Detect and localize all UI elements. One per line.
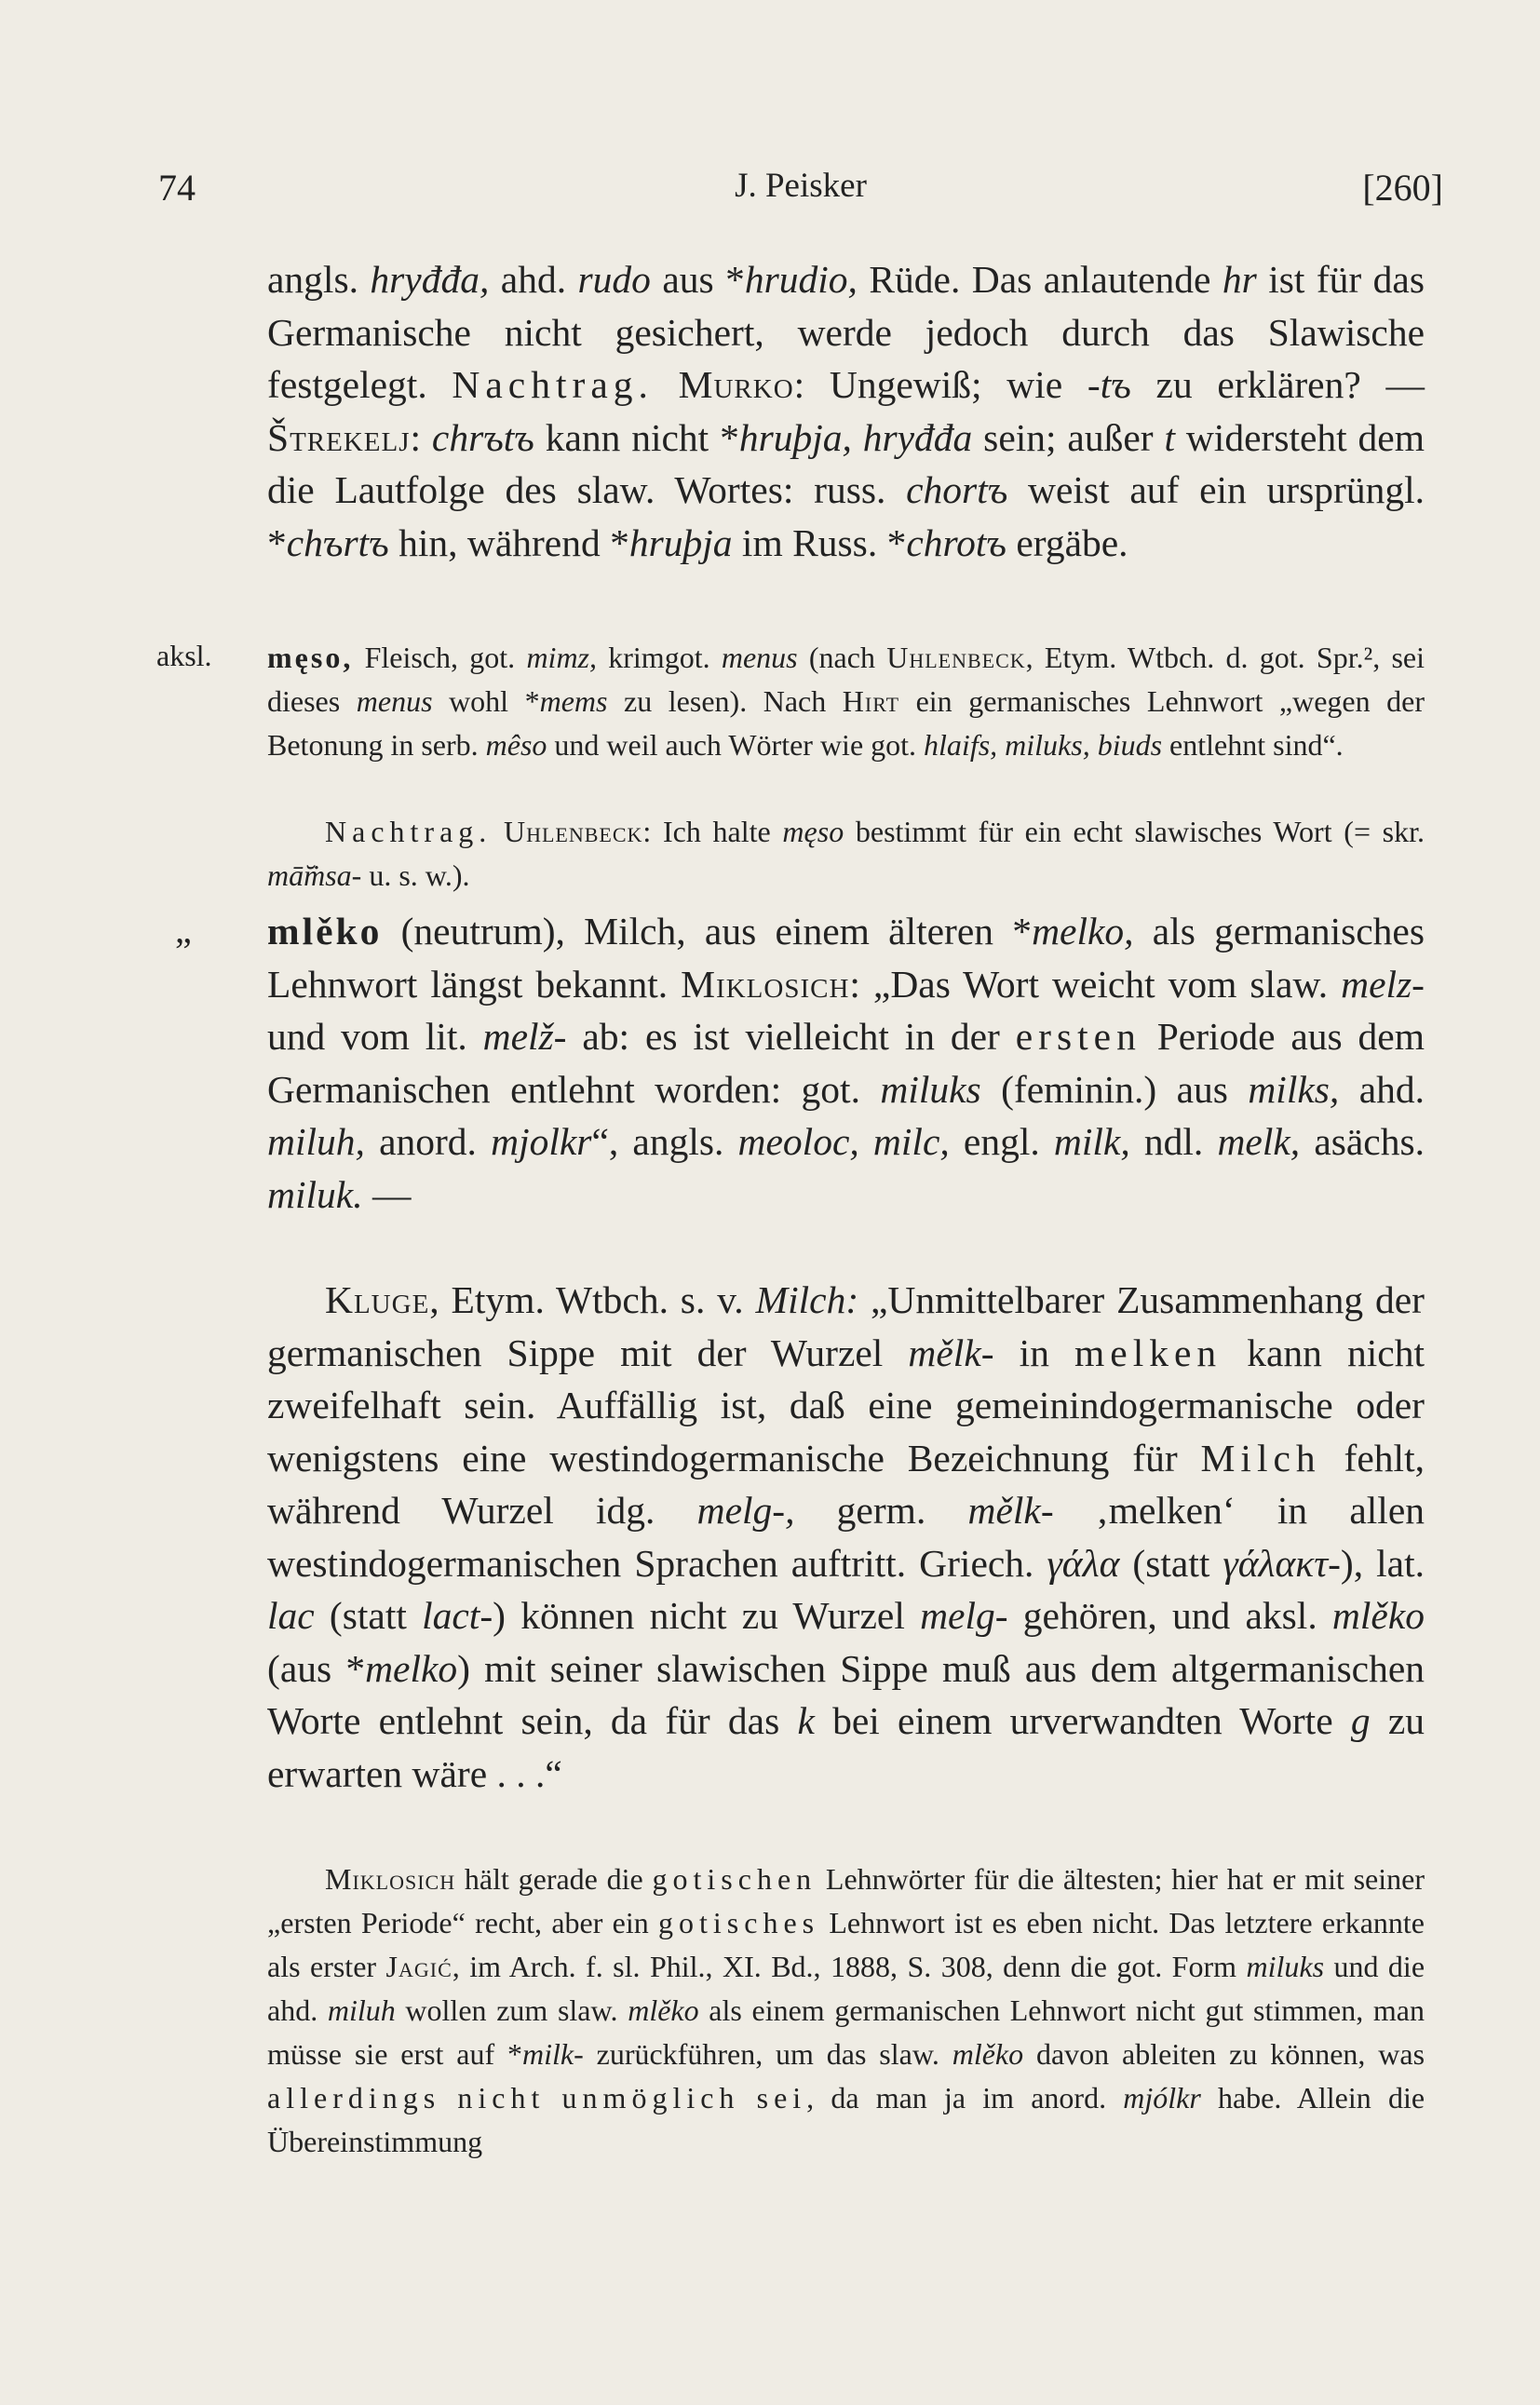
text-run: ein germanisches Lehnwort „wegen der Betonung in serb. xyxy=(267,684,1425,762)
note-text xyxy=(267,810,1425,898)
text-run: in xyxy=(993,1331,1075,1374)
italic-term: melz- xyxy=(1341,962,1425,1006)
italic-term: miluk. xyxy=(267,1172,363,1216)
italic-term: rudo xyxy=(577,258,651,301)
text-run: bestimmt für ein echt slawisches Wort (= skr. xyxy=(844,815,1425,848)
italic-term: tъ xyxy=(1100,363,1131,406)
text-run: ), lat. xyxy=(1340,1541,1425,1585)
author-name: Hirt xyxy=(842,684,900,718)
text-run: (feminin.) aus xyxy=(980,1067,1249,1111)
text-run: : Ich halte xyxy=(642,815,783,848)
paragraph-text xyxy=(267,1858,1425,2164)
page-number: 74 xyxy=(158,167,196,209)
paragraph-kluge xyxy=(267,1274,1425,1800)
text-run: davon ableiten zu können, was xyxy=(1023,2037,1425,2071)
italic-term: lact- xyxy=(422,1594,493,1637)
text-run: wollen zum slaw. xyxy=(395,1993,628,2027)
author-name: Miklosich xyxy=(681,962,850,1006)
spaced-emphasis: Nachtrag. xyxy=(452,363,654,406)
text-run: „Unmittelbarer Zusammenhang der germanischen Sippe mit der Wurzel xyxy=(267,1278,1425,1374)
italic-term: γάλα xyxy=(1047,1541,1120,1585)
italic-term: hruþja xyxy=(628,520,733,564)
text-run: habe. Allein die Übereinstimmung xyxy=(267,2081,1425,2158)
text-run: : Ungewiß; wie - xyxy=(793,363,1101,406)
italic-term: menus xyxy=(356,684,433,718)
text-run: fehlt, während Wurzel idg. xyxy=(267,1436,1425,1532)
italic-term: mlěko xyxy=(628,1993,699,2027)
spaced-emphasis: sei xyxy=(756,2081,807,2115)
text-run: ) können nicht zu Wurzel xyxy=(493,1594,921,1637)
text-run: angls. xyxy=(267,258,371,301)
paragraph-text xyxy=(267,1274,1425,1800)
text-run xyxy=(440,2081,457,2115)
text-run: “, angls. xyxy=(591,1120,738,1163)
text-run: krimgot. xyxy=(597,641,722,674)
italic-term: meoloc, milc, xyxy=(737,1120,950,1163)
entry-mleko xyxy=(267,905,1425,1221)
text-run: und die ahd. xyxy=(267,1950,1425,2027)
text-run: zurückführen, um das slaw. xyxy=(583,2037,952,2071)
italic-term: melko, xyxy=(1032,910,1134,953)
running-head xyxy=(158,166,1443,222)
spaced-emphasis: gotischen xyxy=(652,1862,817,1896)
italic-term: chrotъ xyxy=(906,520,1006,564)
author-name: Murko xyxy=(678,363,794,406)
text-run: ab: es ist vielleicht in der xyxy=(566,1015,1016,1058)
running-author: J. Peisker xyxy=(735,167,867,205)
spaced-emphasis: Milch xyxy=(1200,1436,1321,1479)
author-name: Jagić xyxy=(385,1950,453,1983)
text-run: , da man ja im anord. xyxy=(806,2081,1124,2115)
italic-term: t xyxy=(1164,415,1175,459)
italic-term: hruþja, hryđđa xyxy=(738,415,973,459)
italic-term: hrudio, xyxy=(744,258,858,301)
italic-term: Milch: xyxy=(755,1278,859,1321)
italic-term: miluks xyxy=(880,1067,981,1111)
italic-term: hr xyxy=(1222,258,1257,301)
text-run xyxy=(545,2081,561,2115)
italic-term: hryđđa, xyxy=(370,258,490,301)
italic-term: chъrtъ xyxy=(286,520,389,564)
italic-term: γάλακτ- xyxy=(1223,1541,1341,1585)
text-run: (statt xyxy=(1119,1541,1223,1585)
text-run: ) mit seiner slawischen Sippe muß aus dem altgermanischen Worte entlehnt sein, da für das xyxy=(267,1646,1425,1742)
text-run: ahd. xyxy=(489,258,578,301)
text-run xyxy=(739,2081,756,2115)
text-run: (statt xyxy=(314,1594,423,1637)
paragraph-miklosich xyxy=(267,1858,1425,2164)
spaced-emphasis: Nachtrag. xyxy=(325,815,493,848)
author-name: Štrekelj xyxy=(267,415,411,459)
text-run: ndl. xyxy=(1129,1120,1218,1163)
text-run: u. s. w.). xyxy=(361,858,470,892)
entry-text xyxy=(267,636,1425,767)
text-run: zu erwarten wäre . . .“ xyxy=(267,1699,1425,1795)
italic-term: miluh, xyxy=(267,1120,365,1163)
italic-term: mlěko xyxy=(1331,1594,1425,1637)
italic-term: mjolkr xyxy=(491,1120,592,1163)
margin-label-ditto: „ xyxy=(175,909,192,951)
text-run: hält gerade die xyxy=(455,1862,653,1896)
text-run xyxy=(654,363,679,406)
text-run: (neutrum), Milch, aus einem älteren * xyxy=(382,910,1033,953)
text-run: , im Arch. f. sl. Phil., XI. Bd., 1888, S. 308, denn die got. Form xyxy=(452,1950,1247,1983)
italic-term: melž- xyxy=(482,1015,567,1058)
italic-term: melko xyxy=(365,1646,458,1690)
headword: męso, xyxy=(267,641,354,674)
text-run: — xyxy=(362,1172,412,1216)
paragraph-text xyxy=(267,253,1425,569)
entry-text xyxy=(267,905,1425,1221)
text-run: (nach xyxy=(797,641,887,674)
text-run: : „Das Wort weicht vom slaw. xyxy=(849,962,1342,1006)
text-run: ‚melken‘ in allen westindogermanischen Sprachen auftritt. Griech. xyxy=(267,1489,1425,1585)
italic-term: mělk- xyxy=(967,1489,1054,1532)
text-run: entlehnt sind“. xyxy=(1162,728,1344,762)
text-run: Fleisch, got. xyxy=(353,641,527,674)
text-run: , Etym. Wtbch. d. got. Spr.², sei dieses xyxy=(267,641,1425,718)
italic-term: mā̆ṁsa- xyxy=(267,858,362,892)
text-run: im Russ. * xyxy=(732,520,907,564)
italic-term: chortъ xyxy=(906,468,1008,511)
text-run: sein; außer xyxy=(972,415,1165,459)
text-run: ahd. xyxy=(1339,1067,1425,1111)
italic-term: menus xyxy=(721,641,798,674)
italic-term: mjólkr xyxy=(1123,2081,1201,2115)
text-run: hin, während * xyxy=(388,520,629,564)
spaced-emphasis: ersten xyxy=(1015,1015,1141,1058)
text-run: aus * xyxy=(650,258,745,301)
italic-term: mělk- xyxy=(908,1331,994,1374)
text-run: zu lesen). Nach xyxy=(607,684,843,718)
text-run: zu erklären? — xyxy=(1130,363,1425,406)
italic-term: męso xyxy=(782,815,844,848)
text-run: Periode aus dem Germanischen entlehnt worden: got. xyxy=(267,1015,1425,1111)
spaced-emphasis: allerdings xyxy=(267,2081,441,2115)
italic-term: melg-, xyxy=(696,1489,795,1532)
text-run: anord. xyxy=(364,1120,492,1163)
headword: mlěko xyxy=(267,910,383,953)
author-name: Kluge xyxy=(325,1278,430,1321)
italic-term: mems xyxy=(539,684,608,718)
text-run: , Etym. Wtbch. s. v. xyxy=(429,1278,756,1321)
paragraph-hrydda xyxy=(267,253,1425,569)
text-run: germ. xyxy=(794,1489,968,1532)
text-run: und vom lit. xyxy=(267,1015,483,1058)
text-run: als einem germanischen Lehnwort nicht gut stimmen, man müsse sie erst auf * xyxy=(267,1993,1425,2071)
text-run: bei einem urverwandten Worte xyxy=(814,1699,1351,1742)
text-run: gehören, und aksl. xyxy=(1007,1594,1332,1637)
note-meso xyxy=(267,810,1425,898)
section-number: [260] xyxy=(1362,167,1443,209)
italic-term: miluks xyxy=(1246,1950,1325,1983)
text-run: widersteht dem die Lautfolge des slaw. Wortes: russ. xyxy=(267,415,1425,511)
italic-term: lac xyxy=(267,1594,315,1637)
spaced-emphasis: nicht xyxy=(457,2081,546,2115)
text-run: (aus * xyxy=(267,1646,366,1690)
italic-term: melk, xyxy=(1217,1120,1301,1163)
italic-term: g xyxy=(1350,1699,1371,1742)
italic-term: k xyxy=(797,1699,815,1742)
text-run: : xyxy=(410,415,432,459)
author-name: Miklosich xyxy=(325,1862,456,1896)
margin-label-aksl: aksl. xyxy=(156,639,212,672)
italic-term: miluh xyxy=(327,1993,396,2027)
italic-term: melg- xyxy=(920,1594,1008,1637)
spaced-emphasis: gotisches xyxy=(658,1906,820,1939)
text-run: kann nicht zweifelhaft sein. Auffällig ist, daß eine gemeinindogermanische oder wenigstens eine westindogermanische Bezeichnung für xyxy=(267,1331,1425,1479)
text-run: engl. xyxy=(949,1120,1054,1163)
italic-term: milk, xyxy=(1053,1120,1130,1163)
italic-term: chrъtъ xyxy=(431,415,534,459)
text-run: kann nicht * xyxy=(534,415,739,459)
italic-term: milks, xyxy=(1248,1067,1340,1111)
text-run: weist auf ein ursprüngl. * xyxy=(267,468,1425,564)
author-name: Uhlenbeck xyxy=(886,641,1026,674)
text-run xyxy=(492,815,504,848)
entry-meso xyxy=(267,636,1425,767)
spaced-emphasis: unmöglich xyxy=(561,2081,740,2115)
text-run: ist für das Germanische nicht gesichert, werde jedoch durch das Slawische festgelegt. xyxy=(267,258,1425,406)
text-run: und weil auch Wörter wie got. xyxy=(547,728,925,762)
text-run: Lehnwörter für die ältesten; hier hat er mit seiner „ersten Periode“ recht, aber ein xyxy=(267,1862,1425,1939)
text-run: asächs. xyxy=(1300,1120,1425,1163)
text-run: Lehnwort ist es eben nicht. Das letztere erkannte als erster xyxy=(267,1906,1425,1983)
text-run: ergäbe. xyxy=(1006,520,1128,564)
italic-term: mlěko xyxy=(952,2037,1024,2071)
author-name: Uhlenbeck xyxy=(503,815,643,848)
italic-term: mimz, xyxy=(526,641,597,674)
italic-term: milk- xyxy=(522,2037,584,2071)
italic-term: hlaifs, miluks, biuds xyxy=(924,728,1163,762)
italic-term: mêso xyxy=(485,728,547,762)
text-run: Rüde. Das anlautende xyxy=(857,258,1223,301)
text-run: wohl * xyxy=(432,684,540,718)
spaced-emphasis: melken xyxy=(1074,1331,1223,1374)
text-run: als germanisches Lehnwort längst bekannt. xyxy=(267,910,1425,1006)
